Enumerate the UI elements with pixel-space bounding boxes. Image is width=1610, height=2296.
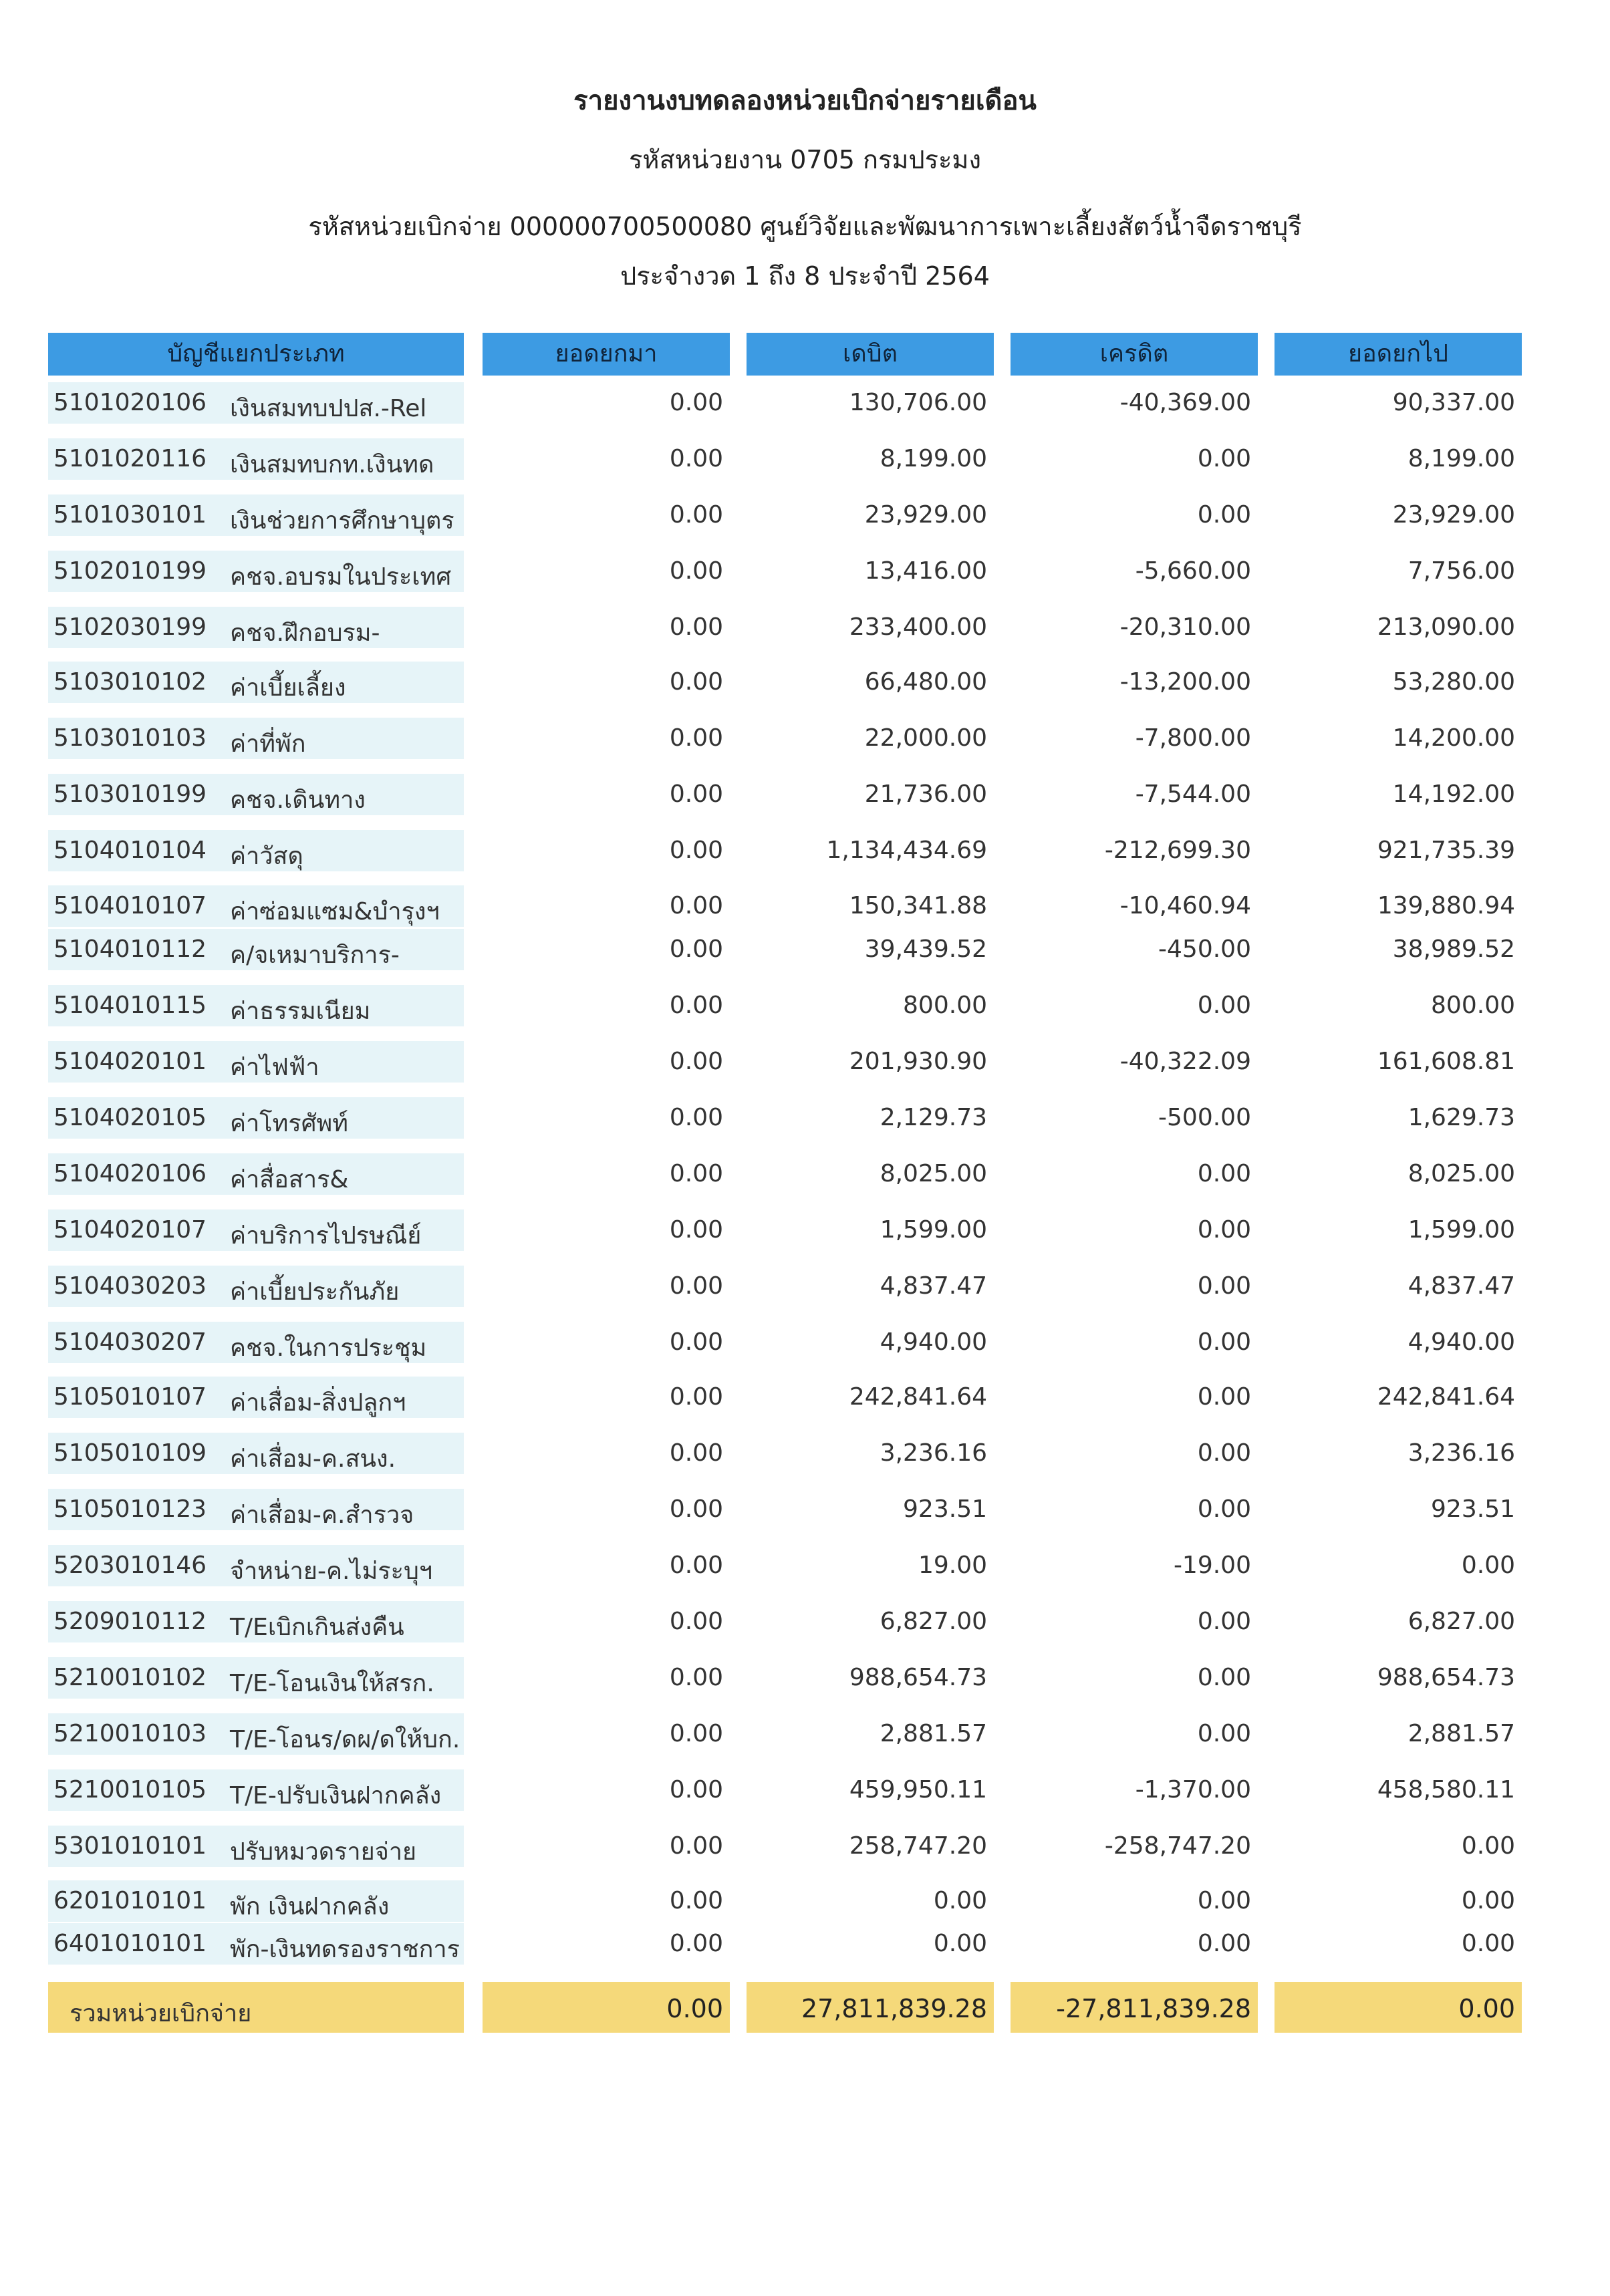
closing-balance: 2,881.57: [1407, 1720, 1515, 1747]
opening-balance: 0.00: [669, 936, 723, 963]
total-closing: 0.00: [1458, 1994, 1515, 2023]
opening-balance: 0.00: [669, 557, 723, 585]
opening-balance: 0.00: [669, 724, 723, 752]
debit-amount: 923.51: [903, 1495, 987, 1523]
opening-balance: 0.00: [669, 613, 723, 641]
table-row: [0, 1769, 1610, 1811]
credit-amount: -500.00: [1158, 1104, 1251, 1131]
account-name: ค่าธรรมเนียม: [230, 998, 371, 1025]
closing-balance: 800.00: [1431, 992, 1515, 1019]
closing-balance: 90,337.00: [1392, 389, 1515, 416]
credit-amount: 0.00: [1197, 1272, 1251, 1300]
debit-amount: 130,706.00: [849, 389, 987, 416]
debit-amount: 22,000.00: [864, 724, 987, 752]
table-row: [0, 1209, 1610, 1251]
account-name: T/Eเบิกเกินส่งคืน: [230, 1614, 404, 1641]
closing-balance: 1,629.73: [1407, 1104, 1515, 1131]
account-name: พัก เงินฝากคลัง: [230, 1893, 390, 1920]
opening-balance: 0.00: [669, 1495, 723, 1523]
opening-balance: 0.00: [669, 501, 723, 529]
table-row: [0, 718, 1610, 759]
column-header-closing: ยอดยกไป: [1274, 333, 1522, 376]
credit-amount: -258,747.20: [1104, 1832, 1251, 1860]
account-name: ค่าไฟฟ้า: [230, 1054, 319, 1081]
opening-balance: 0.00: [669, 992, 723, 1019]
debit-amount: 3,236.16: [880, 1439, 987, 1467]
debit-amount: 2,881.57: [880, 1720, 987, 1747]
closing-balance: 8,025.00: [1407, 1160, 1515, 1187]
account-name: ค่าบริการไปรษณีย์: [230, 1222, 422, 1250]
table-row: [0, 1880, 1610, 1922]
closing-balance: 0.00: [1461, 1887, 1515, 1914]
opening-balance: 0.00: [669, 1328, 723, 1356]
closing-balance: 8,199.00: [1407, 445, 1515, 472]
opening-balance: 0.00: [669, 1383, 723, 1411]
credit-amount: 0.00: [1197, 1887, 1251, 1914]
debit-amount: 19.00: [918, 1552, 987, 1579]
credit-amount: 0.00: [1197, 1328, 1251, 1356]
debit-amount: 1,599.00: [880, 1216, 987, 1244]
debit-amount: 1,134,434.69: [826, 837, 987, 864]
closing-balance: 0.00: [1461, 1832, 1515, 1860]
account-name: ค่าสื่อสาร&: [230, 1166, 349, 1193]
agency-code: รหัสหน่วยงาน 0705 กรมประมง: [628, 145, 982, 174]
account-name: ค/จเหมาบริการ-: [230, 942, 400, 969]
closing-balance: 921,735.39: [1377, 837, 1515, 864]
table-row: [0, 1433, 1610, 1474]
debit-amount: 988,654.73: [849, 1664, 987, 1691]
credit-amount: -13,200.00: [1119, 668, 1251, 696]
account-code: 5104020105: [53, 1104, 207, 1131]
table-row: [0, 1153, 1610, 1195]
account-code: 5103010102: [53, 668, 207, 696]
table-row: [0, 1826, 1610, 1867]
account-code: 5210010105: [53, 1776, 207, 1804]
opening-balance: 0.00: [669, 1832, 723, 1860]
account-code: 5210010102: [53, 1664, 207, 1691]
account-code: 5102030199: [53, 613, 207, 641]
account-name: ค่าวัสดุ: [230, 843, 303, 870]
account-code: 5104010115: [53, 992, 207, 1019]
account-code: 6401010101: [53, 1930, 207, 1957]
credit-amount: -7,800.00: [1135, 724, 1251, 752]
table-row: [0, 1266, 1610, 1307]
opening-balance: 0.00: [669, 1439, 723, 1467]
debit-amount: 150,341.88: [849, 892, 987, 919]
table-row: [0, 607, 1610, 648]
credit-amount: 0.00: [1197, 1608, 1251, 1635]
debit-amount: 258,747.20: [849, 1832, 987, 1860]
account-code: 5104010112: [53, 936, 207, 963]
account-name: คชจ.อบรมในประเทศ: [230, 563, 452, 591]
account-name: เงินช่วยการศึกษาบุตร: [230, 507, 454, 535]
opening-balance: 0.00: [669, 1776, 723, 1804]
table-row: [0, 1322, 1610, 1363]
account-code: 5103010103: [53, 724, 207, 752]
closing-balance: 213,090.00: [1377, 613, 1515, 641]
debit-amount: 66,480.00: [864, 668, 987, 696]
debit-amount: 39,439.52: [864, 936, 987, 963]
opening-balance: 0.00: [669, 1930, 723, 1957]
opening-balance: 0.00: [669, 1552, 723, 1579]
table-row: [0, 494, 1610, 536]
closing-balance: 6,827.00: [1407, 1608, 1515, 1635]
table-row: [0, 830, 1610, 871]
table-row: [0, 1923, 1610, 1965]
debit-amount: 4,837.47: [880, 1272, 987, 1300]
credit-amount: -450.00: [1158, 936, 1251, 963]
account-name: ค่าเบี้ยประกันภัย: [230, 1278, 400, 1306]
column-header-opening: ยอดยกมา: [483, 333, 730, 376]
table-row: [0, 1713, 1610, 1755]
debit-amount: 6,827.00: [880, 1608, 987, 1635]
debit-amount: 0.00: [933, 1887, 987, 1914]
opening-balance: 0.00: [669, 1104, 723, 1131]
closing-balance: 23,929.00: [1392, 501, 1515, 529]
opening-balance: 0.00: [669, 1720, 723, 1747]
account-code: 5102010199: [53, 557, 207, 585]
closing-balance: 923.51: [1431, 1495, 1515, 1523]
table-row: [0, 1545, 1610, 1586]
closing-balance: 139,880.94: [1377, 892, 1515, 919]
debit-amount: 21,736.00: [864, 780, 987, 808]
credit-amount: -10,460.94: [1119, 892, 1251, 919]
closing-balance: 53,280.00: [1392, 668, 1515, 696]
closing-balance: 0.00: [1461, 1930, 1515, 1957]
credit-amount: 0.00: [1197, 1160, 1251, 1187]
report-title: รายงานงบทดลองหน่วยเบิกจ่ายรายเดือน: [573, 86, 1037, 116]
account-code: 5101020106: [53, 389, 207, 416]
account-code: 5301010101: [53, 1832, 207, 1860]
debit-amount: 201,930.90: [849, 1048, 987, 1075]
credit-amount: 0.00: [1197, 1720, 1251, 1747]
debit-amount: 233,400.00: [849, 613, 987, 641]
table-row: [0, 1377, 1610, 1418]
closing-balance: 14,200.00: [1392, 724, 1515, 752]
account-code: 6201010101: [53, 1887, 207, 1914]
account-name: T/E-ปรับเงินฝากคลัง: [230, 1782, 442, 1810]
credit-amount: -20,310.00: [1119, 613, 1251, 641]
table-row: [0, 1097, 1610, 1139]
total-opening: 0.00: [666, 1994, 723, 2023]
closing-balance: 4,940.00: [1407, 1328, 1515, 1356]
credit-amount: 0.00: [1197, 501, 1251, 529]
opening-balance: 0.00: [669, 1608, 723, 1635]
table-row: [0, 985, 1610, 1026]
account-name: คชจ.ในการประชุม: [230, 1334, 427, 1362]
credit-amount: 0.00: [1197, 992, 1251, 1019]
opening-balance: 0.00: [669, 837, 723, 864]
account-code: 5210010103: [53, 1720, 207, 1747]
opening-balance: 0.00: [669, 780, 723, 808]
table-row: [0, 438, 1610, 480]
account-code: 5103010199: [53, 780, 207, 808]
account-name: จำหน่าย-ค.ไม่ระบุฯ: [230, 1558, 433, 1585]
account-name: ค่าเสื่อม-ค.สนง.: [230, 1445, 396, 1473]
disbursement-unit: รหัสหน่วยเบิกจ่าย 000000700500080 ศูนย์วิจัยและพัฒนาการเพาะเลี้ยงสัตว์น้ำจืดราชบุรี: [308, 212, 1302, 241]
account-name: ค่าซ่อมแซม&บำรุงฯ: [230, 898, 440, 925]
opening-balance: 0.00: [669, 389, 723, 416]
credit-amount: -19.00: [1173, 1552, 1251, 1579]
table-row: [0, 885, 1610, 927]
table-row: [0, 551, 1610, 592]
table-row: [0, 1489, 1610, 1530]
total-row: [0, 1982, 1610, 2033]
closing-balance: 458,580.11: [1377, 1776, 1515, 1804]
opening-balance: 0.00: [669, 1664, 723, 1691]
account-code: 5104010107: [53, 892, 207, 919]
debit-amount: 4,940.00: [880, 1328, 987, 1356]
account-code: 5101020116: [53, 445, 207, 472]
column-header-account: บัญชีแยกประเภท: [48, 333, 464, 376]
table-row: [0, 1601, 1610, 1642]
opening-balance: 0.00: [669, 892, 723, 919]
credit-amount: 0.00: [1197, 1664, 1251, 1691]
debit-amount: 0.00: [933, 1930, 987, 1957]
account-name: ค่าเบี้ยเลี้ยง: [230, 674, 346, 702]
credit-amount: -212,699.30: [1104, 837, 1251, 864]
account-code: 5104010104: [53, 837, 207, 864]
debit-amount: 13,416.00: [864, 557, 987, 585]
account-name: ปรับหมวดรายจ่าย: [230, 1838, 417, 1866]
closing-balance: 4,837.47: [1407, 1272, 1515, 1300]
closing-balance: 0.00: [1461, 1552, 1515, 1579]
debit-amount: 8,025.00: [880, 1160, 987, 1187]
account-code: 5101030101: [53, 501, 207, 529]
account-code: 5104030207: [53, 1328, 207, 1356]
table-row: [0, 1041, 1610, 1083]
debit-amount: 242,841.64: [849, 1383, 987, 1411]
account-code: 5209010112: [53, 1608, 207, 1635]
account-code: 5105010107: [53, 1383, 207, 1411]
account-name: T/E-โอนร/ดผ/ดให้บก.: [230, 1726, 460, 1753]
table-row: [0, 662, 1610, 703]
account-name: ค่าโทรศัพท์: [230, 1110, 349, 1137]
closing-balance: 988,654.73: [1377, 1664, 1515, 1691]
opening-balance: 0.00: [669, 1272, 723, 1300]
credit-amount: 0.00: [1197, 1439, 1251, 1467]
account-code: 5104030203: [53, 1272, 207, 1300]
closing-balance: 3,236.16: [1407, 1439, 1515, 1467]
account-name: เงินสมทบปปส.-Rel: [230, 395, 427, 422]
credit-amount: -5,660.00: [1135, 557, 1251, 585]
credit-amount: 0.00: [1197, 1930, 1251, 1957]
credit-amount: 0.00: [1197, 1216, 1251, 1244]
total-debit: 27,811,839.28: [801, 1994, 987, 2023]
opening-balance: 0.00: [669, 1887, 723, 1914]
closing-balance: 14,192.00: [1392, 780, 1515, 808]
total-label: รวมหน่วยเบิกจ่าย: [70, 2000, 252, 2027]
credit-amount: -40,369.00: [1119, 389, 1251, 416]
account-name: คชจ.เดินทาง: [230, 786, 366, 814]
table-row: [0, 774, 1610, 815]
closing-balance: 161,608.81: [1377, 1048, 1515, 1075]
account-name: พัก-เงินทดรองราชการ: [230, 1936, 460, 1963]
credit-amount: 0.00: [1197, 1383, 1251, 1411]
account-code: 5104020107: [53, 1216, 207, 1244]
total-credit: -27,811,839.28: [1056, 1994, 1251, 2023]
account-name: T/E-โอนเงินให้สรก.: [230, 1670, 434, 1697]
credit-amount: 0.00: [1197, 1495, 1251, 1523]
opening-balance: 0.00: [669, 1216, 723, 1244]
closing-balance: 38,989.52: [1392, 936, 1515, 963]
account-name: ค่าที่พัก: [230, 730, 306, 758]
column-header-debit: เดบิต: [747, 333, 994, 376]
closing-balance: 7,756.00: [1407, 557, 1515, 585]
debit-amount: 800.00: [903, 992, 987, 1019]
opening-balance: 0.00: [669, 445, 723, 472]
opening-balance: 0.00: [669, 668, 723, 696]
account-name: คชจ.ฝึกอบรม-: [230, 619, 380, 647]
table-row: [0, 929, 1610, 970]
account-code: 5105010123: [53, 1495, 207, 1523]
credit-amount: 0.00: [1197, 445, 1251, 472]
report-period: ประจำงวด 1 ถึง 8 ประจำปี 2564: [620, 261, 990, 291]
account-code: 5203010146: [53, 1552, 207, 1579]
credit-amount: -7,544.00: [1135, 780, 1251, 808]
column-header-credit: เครดิต: [1011, 333, 1258, 376]
table-row: [0, 382, 1610, 424]
debit-amount: 459,950.11: [849, 1776, 987, 1804]
account-name: เงินสมทบกท.เงินทด: [230, 451, 434, 478]
debit-amount: 2,129.73: [880, 1104, 987, 1131]
account-name: ค่าเสื่อม-สิ่งปลูกฯ: [230, 1389, 406, 1417]
closing-balance: 1,599.00: [1407, 1216, 1515, 1244]
debit-amount: 8,199.00: [880, 445, 987, 472]
account-name: ค่าเสื่อม-ค.สำรวจ: [230, 1501, 414, 1529]
table-row: [0, 1657, 1610, 1699]
credit-amount: -40,322.09: [1119, 1048, 1251, 1075]
account-code: 5104020101: [53, 1048, 207, 1075]
closing-balance: 242,841.64: [1377, 1383, 1515, 1411]
opening-balance: 0.00: [669, 1160, 723, 1187]
account-code: 5104020106: [53, 1160, 207, 1187]
opening-balance: 0.00: [669, 1048, 723, 1075]
debit-amount: 23,929.00: [864, 501, 987, 529]
credit-amount: -1,370.00: [1135, 1776, 1251, 1804]
account-code: 5105010109: [53, 1439, 207, 1467]
